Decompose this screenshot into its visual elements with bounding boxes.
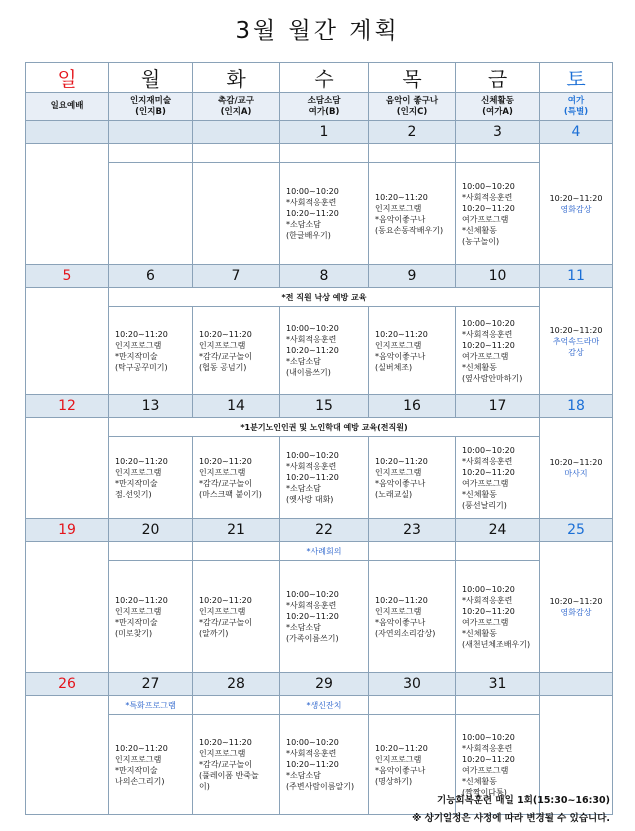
schedule-line: 10:20~11:20 [462,754,515,764]
date-cell: 23 [369,519,456,542]
date-cell: 7 [193,265,280,288]
sat-program-line: 10:20~11:20 [549,597,603,606]
weekday-fri: 금 [456,63,540,93]
date-cell: 5 [26,265,109,288]
schedule-line: 인지프로그램 [199,749,246,758]
notice-row [26,696,613,715]
schedule-row [26,561,613,673]
program-fri-code: (여가A) [482,106,513,117]
schedule-line: 10:20~11:20 [375,329,428,339]
schedule-cell-mon [109,163,193,265]
schedule-line: (자연의소리감상) [375,628,436,638]
staff-notice: *1분기노인인권 및 노인학대 예방 교육(전직원) [109,418,540,437]
date-cell: 6 [109,265,193,288]
schedule-line: *사회적응훈련 [462,595,513,605]
schedule-line: 인지프로그램 [115,606,162,616]
date-cell: 12 [26,395,109,418]
program-fri [456,93,540,121]
schedule-line: 10:20~11:20 [286,346,339,355]
event-notice: *사례회의 [280,542,369,561]
schedule-line: *사회적응훈련 [462,456,513,466]
schedule-line: *신체활동 [462,776,497,786]
schedule-cell-fri [456,437,540,519]
schedule-cell-fri [456,561,540,673]
schedule-line: 인지프로그램 [199,467,246,477]
weekday-wed: 수 [280,63,369,93]
empty-date-cell [193,121,280,144]
schedule-line: 인지프로그램 [375,203,422,213]
schedule-line: (주변사람이름알기) [286,782,355,791]
sun-cell [26,542,109,673]
program-wed [280,93,369,121]
program-sat-name: 여가 [567,95,585,106]
schedule-line: *소담소담 [286,771,321,780]
date-cell: 14 [193,395,280,418]
sat-cell [540,144,613,265]
schedule-cell-tue [193,561,280,673]
sat-program-line: 영화감상 [560,608,592,617]
schedule-line: 인지프로그램 [115,754,162,764]
schedule-line: *소담소담 [286,623,321,632]
schedule-cell-thu [369,437,456,519]
schedule-line: (풀레이폼 반죽놀 [199,771,259,780]
date-cell: 17 [456,395,540,418]
sun-cell [26,418,109,519]
schedule-line: 10:20~11:20 [375,595,428,605]
schedule-line: 10:20~11:20 [115,595,168,605]
schedule-line: *감각/교구놀이 [199,478,253,488]
schedule-line: 10:20~11:20 [375,456,428,466]
schedule-line: 10:20~11:20 [286,209,339,218]
schedule-cell-mon [109,437,193,519]
schedule-line: 10:00~10:20 [462,318,515,328]
schedule-line: 여가프로그램 [462,214,509,224]
schedule-line: (농구놀이) [462,236,500,246]
sun-cell [26,144,109,265]
weekday-sun: 일 [26,63,109,93]
program-wed-code: 여가(B) [308,106,340,117]
date-cell: 31 [456,673,540,696]
schedule-row [26,307,613,395]
schedule-line: 여가프로그램 [462,478,509,488]
schedule-cell-fri [456,163,540,265]
schedule-line: 10:00~10:20 [286,738,339,747]
schedule-line: 10:20~11:20 [375,743,428,753]
date-cell: 15 [280,395,369,418]
schedule-line: 10:00~10:20 [286,324,339,333]
sun-cell [26,288,109,395]
schedule-line: 10:20~11:20 [199,738,252,747]
blank-notice-cell [193,696,280,715]
program-sun [26,93,109,121]
program-fri-name: 신체활동 [481,95,514,106]
schedule-line: 10:20~11:20 [462,606,515,616]
schedule-line: (가족이름쓰기) [286,634,339,643]
schedule-line: *사회적응훈련 [286,462,337,471]
schedule-line: 인지프로그램 [199,606,246,616]
schedule-line: 10:20~11:20 [199,329,252,339]
schedule-row [26,163,613,265]
program-tue-name: 촉감/교구 [218,95,254,106]
schedule-line: 10:20~11:20 [462,340,515,350]
schedule-line: *사회적응훈련 [286,198,337,207]
schedule-line: (명상하기) [375,776,413,786]
schedule-line: 10:20~11:20 [199,456,252,466]
schedule-line: 이) [199,782,210,791]
schedule-line: 인지프로그램 [199,340,246,350]
schedule-line: 인지프로그램 [375,467,422,477]
footer-note-change: ※ 상기일정은 사정에 따라 변경될 수 있습니다. [412,813,610,824]
schedule-line: (옛사랑 대화) [286,495,334,504]
sat-cell [540,542,613,673]
schedule-cell-thu [369,163,456,265]
date-row [26,121,613,144]
schedule-line: 10:20~11:20 [286,760,339,769]
schedule-line: 인지프로그램 [375,606,422,616]
schedule-line: *사회적응훈련 [286,335,337,344]
schedule-line: 10:20~11:20 [286,473,339,482]
notice-row [26,418,613,437]
date-cell: 9 [369,265,456,288]
schedule-cell-tue [193,715,280,815]
schedule-line: *사회적응훈련 [462,329,513,339]
program-thu-code: (인지C) [396,106,428,117]
schedule-line: 10:00~10:20 [286,187,339,196]
schedule-line: *신체활동 [462,628,497,638]
schedule-line: 10:00~10:20 [462,445,515,455]
date-cell: 11 [540,265,613,288]
schedule-line: *사회적응훈련 [462,743,513,753]
schedule-line: *음악이좋구나 [375,478,426,488]
schedule-line: (협동 공넘기) [199,362,247,372]
schedule-line: 점.선잇기) [115,489,152,499]
date-cell: 8 [280,265,369,288]
schedule-line: *소담소담 [286,484,321,493]
schedule-line: (탁구공꾸미기) [115,362,168,372]
schedule-line: *감각/교구놀이 [199,617,253,627]
date-cell: 27 [109,673,193,696]
weekday-sat: 토 [540,63,613,93]
date-cell: 30 [369,673,456,696]
special-program-notice: *특화프로그램 [109,696,193,715]
schedule-line: 10:20~11:20 [115,743,168,753]
schedule-line: *사회적응훈련 [286,601,337,610]
schedule-line: (새천년체조배우기) [462,639,531,649]
schedule-line: 10:20~11:20 [286,612,339,621]
schedule-line: (옆사람안마하기) [462,373,523,383]
schedule-cell-fri [456,307,540,395]
blank-notice-cell [369,542,456,561]
date-cell: 20 [109,519,193,542]
schedule-line: *음악이좋구나 [375,617,426,627]
schedule-line: 인지프로그램 [375,340,422,350]
staff-notice: *전 직원 낙상 예방 교육 [109,288,540,307]
program-tue [193,93,280,121]
schedule-line: *음악이좋구나 [375,214,426,224]
schedule-cell-wed [280,437,369,519]
schedule-line: *사회적응훈련 [462,192,513,202]
page-title: 3월 월간 계획 [235,18,400,44]
schedule-line: *음악이좋구나 [375,351,426,361]
sat-program-line: 마사지 [564,469,588,478]
date-cell: 10 [456,265,540,288]
schedule-cell-wed [280,163,369,265]
date-cell: 18 [540,395,613,418]
date-cell: 21 [193,519,280,542]
schedule-line: *음악이좋구나 [375,765,426,775]
schedule-line: (노래교실) [375,489,413,499]
schedule-line: 인지프로그램 [375,754,422,764]
date-cell: 26 [26,673,109,696]
blank-notice-cell [109,542,193,561]
blank-notice-cell [193,542,280,561]
schedule-line: *감각/교구놀이 [199,760,253,769]
date-row [26,265,613,288]
date-cell: 2 [369,121,456,144]
notice-row [26,288,613,307]
date-cell: 13 [109,395,193,418]
blank-notice-cell [369,144,456,163]
schedule-cell-wed [280,715,369,815]
schedule-line: 여가프로그램 [462,617,509,627]
schedule-line: 10:20~11:20 [199,595,252,605]
sat-cell [540,418,613,519]
schedule-line: 10:00~10:20 [286,590,339,599]
schedule-line: (한글배우기) [286,231,331,240]
date-cell: 28 [193,673,280,696]
schedule-line: (동요손동작배우기) [375,225,444,235]
sat-program-line: 10:20~11:20 [549,458,603,467]
schedule-row [26,437,613,519]
sat-program-line: 추억속드라마 [552,336,600,346]
sat-program-line: 10:20~11:20 [549,194,603,203]
program-mon [109,93,193,121]
weekday-header-row [26,63,613,93]
schedule-line: 인지프로그램 [115,340,162,350]
date-cell: 16 [369,395,456,418]
schedule-line: *감각/교구놀이 [199,351,253,361]
sat-cell [540,288,613,395]
program-mon-name: 인지재미술 [129,95,172,106]
program-tue-code: (인지A) [220,106,252,117]
schedule-line: 여가프로그램 [462,351,509,361]
blank-notice-cell [193,144,280,163]
weeks-body [26,121,613,815]
schedule-line: *사회적응훈련 [286,749,337,758]
schedule-line: 10:20~11:20 [462,467,515,477]
sat-program-line: 10:20~11:20 [549,325,603,335]
empty-date-cell [26,121,109,144]
schedule-line: *소담소담 [286,357,321,366]
schedule-line: *신체활동 [462,225,497,235]
date-cell: 24 [456,519,540,542]
footer-note-rehab: 기능회복훈련 매일 1회(15:30~16:30) [437,795,610,806]
schedule-line: 여가프로그램 [462,765,509,775]
schedule-line: 10:20~11:20 [375,192,428,202]
schedule-cell-tue [193,163,280,265]
date-cell: 29 [280,673,369,696]
schedule-cell-thu [369,561,456,673]
schedule-line: 10:20~11:20 [115,329,168,339]
blank-notice-cell [280,144,369,163]
schedule-line: (알까기) [199,628,229,638]
program-thu-name: 음악이 좋구나 [385,95,439,106]
empty-date-cell [109,121,193,144]
date-row [26,673,613,696]
schedule-cell-wed [280,561,369,673]
empty-date-cell [540,673,613,696]
schedule-line: (내이름쓰기) [286,368,331,377]
schedule-line: *만지작미술 [115,765,158,775]
program-thu [369,93,456,121]
schedule-line: *만지작미술 [115,617,158,627]
blank-notice-cell [456,144,540,163]
program-wed-name: 소담소담 [307,95,341,106]
date-row [26,395,613,418]
sun-cell [26,696,109,815]
schedule-line: *신체활동 [462,489,497,499]
date-cell: 1 [280,121,369,144]
schedule-cell-mon [109,561,193,673]
schedule-line: 인지프로그램 [115,467,162,477]
blank-notice-cell [456,696,540,715]
program-header-row [26,93,613,121]
schedule-cell-wed [280,307,369,395]
date-cell: 22 [280,519,369,542]
schedule-line: (짝짝이다툼) [462,787,507,797]
notice-row [26,144,613,163]
date-cell: 3 [456,121,540,144]
program-sun-label: 일요예배 [50,101,84,111]
notice-row [26,542,613,561]
schedule-line: *소담소담 [286,220,321,229]
weekday-thu: 목 [369,63,456,93]
monthly-calendar [25,62,613,815]
date-row [26,519,613,542]
schedule-line: *만지작미술 [115,478,158,488]
date-cell: 19 [26,519,109,542]
schedule-line: 10:00~10:20 [462,584,515,594]
event-notice: *생신잔치 [280,696,369,715]
weekday-mon: 월 [109,63,193,93]
schedule-cell-mon [109,307,193,395]
blank-notice-cell [456,542,540,561]
sat-program-line: 감상 [568,347,584,357]
schedule-line: 10:00~10:20 [462,732,515,742]
schedule-line: 10:20~11:20 [115,456,168,466]
schedule-line: (실버체조) [375,362,413,372]
schedule-cell-tue [193,307,280,395]
schedule-line: 10:00~10:20 [462,181,515,191]
blank-notice-cell [369,696,456,715]
schedule-line: (풍선날리기) [462,500,507,510]
blank-notice-cell [109,144,193,163]
date-cell: 25 [540,519,613,542]
program-mon-code: (인지B) [135,106,166,117]
schedule-cell-mon [109,715,193,815]
weekday-tue: 화 [193,63,280,93]
schedule-line: 나의손그리기) [115,776,165,786]
schedule-cell-thu [369,307,456,395]
schedule-line: (마스크팩 붙이기) [199,489,262,499]
schedule-line: 10:00~10:20 [286,451,339,460]
program-sat [540,93,613,121]
schedule-cell-tue [193,437,280,519]
schedule-line: *신체활동 [462,362,497,372]
schedule-line: (미로찾기) [115,628,153,638]
sat-program-line: 영화감상 [560,205,592,214]
program-sat-code: (특별) [563,106,589,117]
schedule-line: 10:20~11:20 [462,203,515,213]
schedule-line: *만지작미술 [115,351,158,361]
date-cell: 4 [540,121,613,144]
